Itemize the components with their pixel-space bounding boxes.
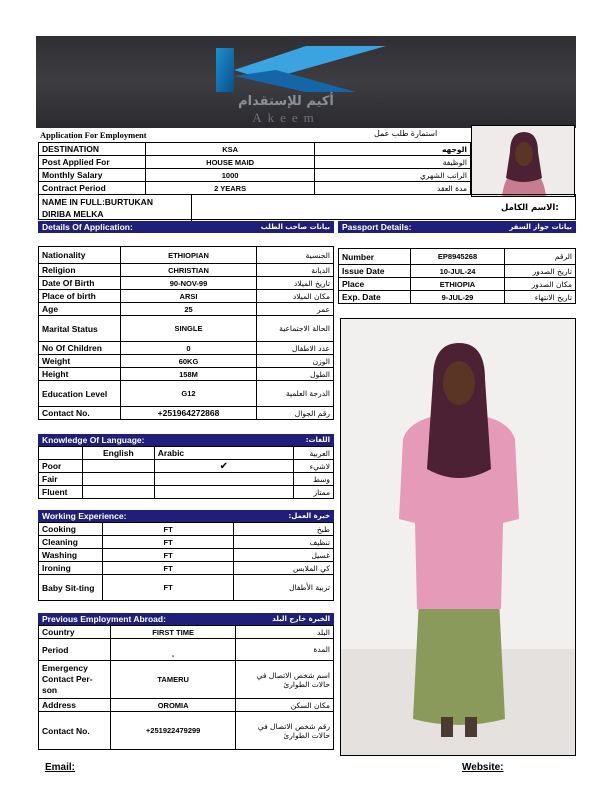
table-row bbox=[39, 169, 471, 182]
arabic-column-header: Arabic bbox=[154, 447, 293, 460]
table-row: Baby Sit-ting FT تربية الأطفال bbox=[39, 575, 334, 601]
table-row: Nationality ETHIOPIAN الجنسية bbox=[39, 247, 334, 264]
full-name-label: NAME IN FULL:BURTUKAN DIRIBA MELKA bbox=[42, 197, 153, 219]
post-label-ar: الوظيفة bbox=[315, 156, 471, 169]
table-row: Height 158M الطول bbox=[39, 368, 334, 381]
language-table bbox=[38, 446, 334, 499]
contract-label: Contract Period bbox=[39, 182, 146, 195]
table-row: Education Level G12 الدرجة العلمية bbox=[39, 381, 334, 407]
post-label: Post Applied For bbox=[39, 156, 146, 169]
contract-value: 2 YEARS bbox=[145, 182, 315, 195]
table-row: Weight 60KG الوزن bbox=[39, 355, 334, 368]
table-row: Age 25 عمر bbox=[39, 303, 334, 316]
english-column-header: English bbox=[82, 447, 154, 460]
checkmark-icon: ✔ bbox=[154, 460, 293, 473]
table-row: Issue Date 10-JUL-24 تاريخ الصدور bbox=[339, 265, 576, 278]
logo-arabic-text: أكيم للإستقدام bbox=[238, 94, 334, 109]
language-section-header: Knowledge Of Language: اللغات: bbox=[38, 434, 334, 446]
form-title-arabic: استمارة طلب عمل bbox=[374, 129, 438, 138]
table-row bbox=[39, 182, 471, 195]
website-label: Website: bbox=[462, 762, 504, 773]
table-row: Marital Status SINGLE الحالة الاجتماعية bbox=[39, 316, 334, 342]
table-row: No Of Children 0 عدد الاطفال bbox=[39, 342, 334, 355]
table-row: Contact No. +251964272868 رقم الجوال bbox=[39, 407, 334, 420]
previous-employment-section-header: Previous Employment Abroad: الخبرة خارج البلد bbox=[38, 613, 334, 625]
previous-employment-table bbox=[38, 625, 334, 750]
table-row: Poor ✔ لاشيء bbox=[39, 460, 334, 473]
table-row: Fair وسط bbox=[39, 473, 334, 486]
experience-section-header: Working Experience: خبرة العمل: bbox=[38, 510, 334, 522]
destination-label: DESTINATION bbox=[39, 143, 146, 156]
table-row bbox=[39, 143, 471, 156]
company-logo-icon bbox=[186, 40, 386, 96]
table-row: Washing FT غسيل bbox=[39, 549, 334, 562]
email-label: Email: bbox=[45, 762, 76, 773]
table-row bbox=[39, 156, 471, 169]
company-banner bbox=[36, 36, 576, 128]
name-divider bbox=[191, 195, 192, 221]
table-row: Exp. Date 9-JUL-29 تاريخ الانتهاء bbox=[339, 291, 576, 304]
salary-label: Monthly Salary bbox=[39, 169, 146, 182]
table-row: Place ETHIOPIA مكان الصدور bbox=[339, 278, 576, 291]
table-row: Contact No. +251922479299 رقم شخص الاتصال في حالات الطوارئ bbox=[39, 712, 334, 750]
salary-value: 1000 bbox=[145, 169, 315, 182]
destination-label-ar: الوجهه bbox=[315, 143, 471, 156]
table-row: Country FIRST TIME البلد bbox=[39, 626, 334, 639]
table-row: Fluent ممتاز bbox=[39, 486, 334, 499]
top-info-table bbox=[38, 142, 471, 195]
table-row: Cooking FT طبخ bbox=[39, 523, 334, 536]
applicant-photo-full bbox=[340, 318, 576, 756]
passport-table bbox=[338, 248, 576, 304]
table-row: Religion CHRISTIAN الديانة bbox=[39, 264, 334, 277]
details-section-header: Details Of Application: بيانات صاحب الطلب bbox=[38, 221, 334, 233]
passport-section-header: Passport Details: بيانات جواز السفر bbox=[338, 221, 576, 233]
experience-table bbox=[38, 522, 334, 601]
table-row: Address OROMIA مكان السكن bbox=[39, 699, 334, 712]
table-row: English Arabic العربية bbox=[39, 447, 334, 460]
table-row: Cleaning FT تنظيف bbox=[39, 536, 334, 549]
destination-value: KSA bbox=[145, 143, 315, 156]
details-table bbox=[38, 246, 334, 420]
table-row: Number EP8945268 الرقم bbox=[339, 249, 576, 265]
table-row: Emergency Contact Per-son TAMERU اسم شخص الاتصال في حالات الطوارئ bbox=[39, 661, 334, 699]
table-row: Ironing FT كي الملابس bbox=[39, 562, 334, 575]
table-row: Place of birth ARSI مكان الميلاد bbox=[39, 290, 334, 303]
table-row: Period - المدة bbox=[39, 639, 334, 661]
applicant-photo-small bbox=[471, 125, 575, 197]
full-name-box bbox=[38, 194, 576, 220]
table-row: Date Of Birth 90-NOV-99 تاريخ الميلاد bbox=[39, 277, 334, 290]
salary-label-ar: الراتب الشهري bbox=[315, 169, 471, 182]
form-title: Application For Employment bbox=[40, 130, 147, 140]
contract-label-ar: مدة العقد bbox=[315, 182, 471, 195]
logo-english-text: Akeem bbox=[252, 110, 320, 125]
full-name-label-ar: الاسم الكامل: bbox=[501, 203, 559, 213]
post-value: HOUSE MAID bbox=[145, 156, 315, 169]
